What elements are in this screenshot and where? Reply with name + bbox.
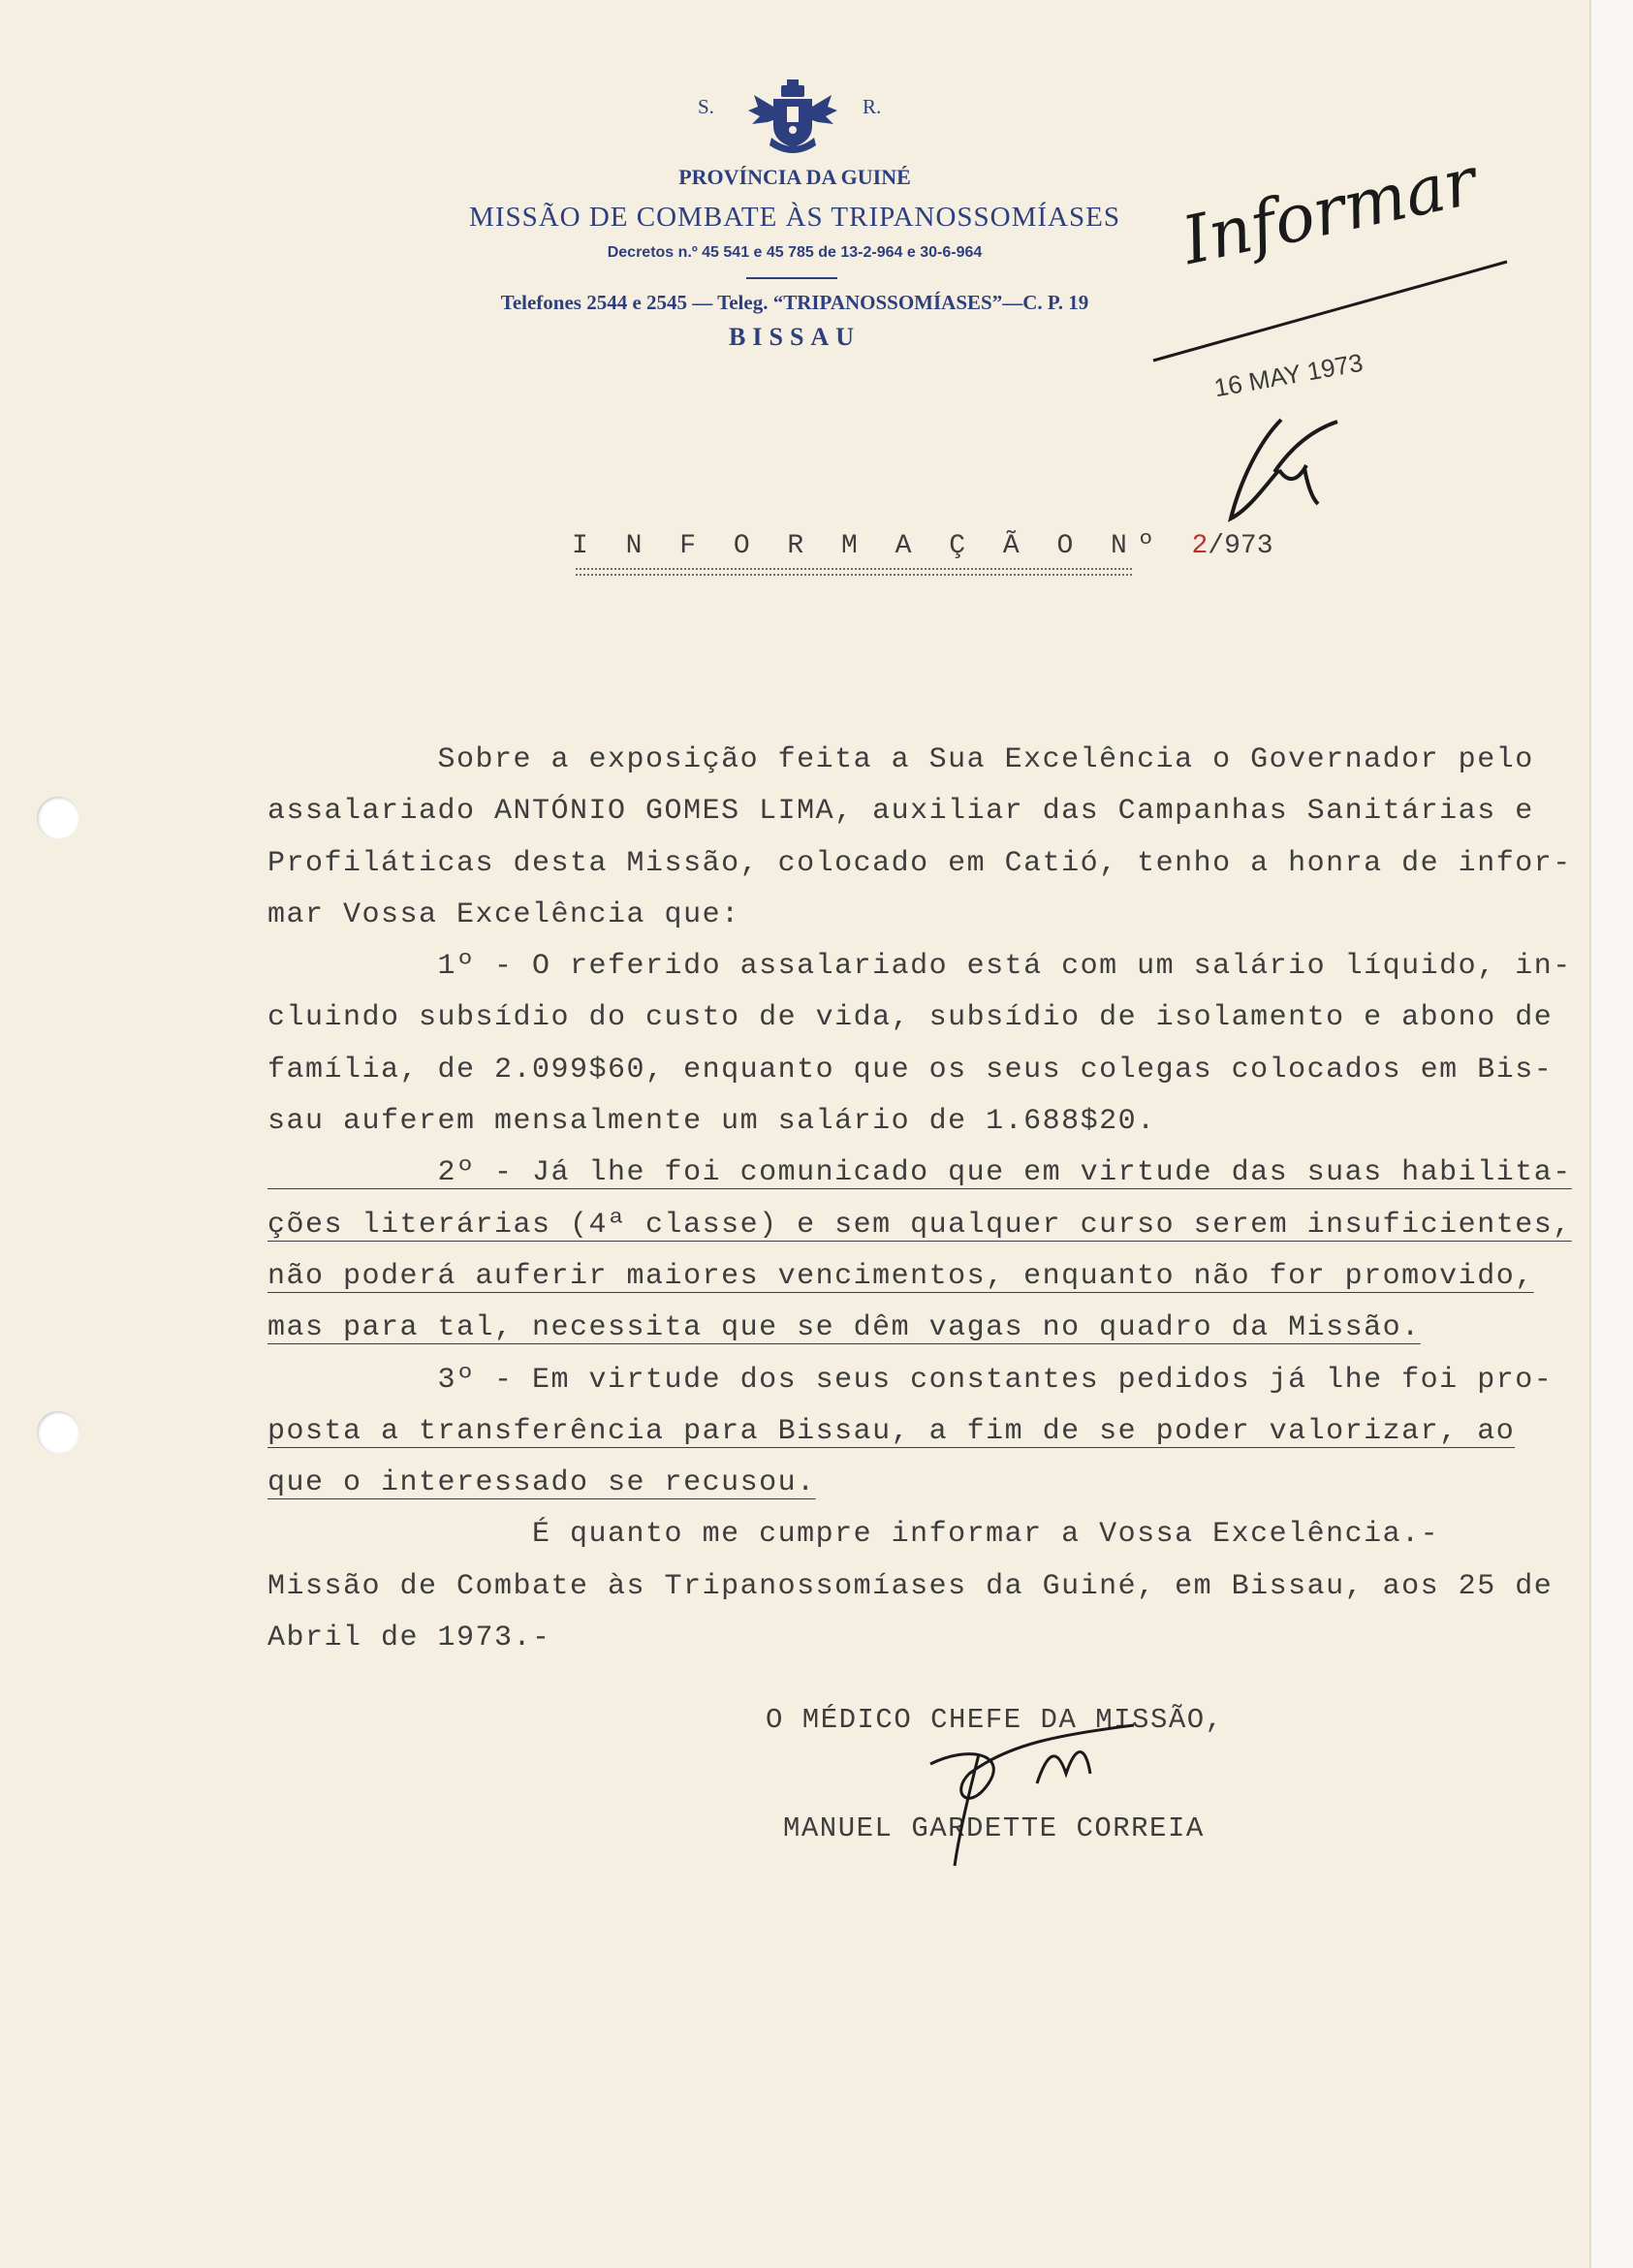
body-line: Profiláticas desta Missão, colocado em Catió, tenho a honra de infor- [267,846,1572,880]
body-line-underlined: não poderá auferir maiores vencimentos, enquanto não for promovido, [267,1259,1534,1293]
body-line-underlined: mas para tal, necessita que se dêm vagas no quadro da Missão. [267,1311,1421,1345]
contact-line: Telefones 2544 e 2545 — Teleg. “TRIPANOSSOMÍASES”—C. P. 19 [500,291,1089,314]
body-line: 3º - Em virtude dos seus constantes pedidos já lhe foi pro- [267,1363,1554,1397]
body-line-underlined: ções literárias (4ª classe) e sem qualquer curso serem insuficientes, [267,1208,1572,1242]
decrees-line: Decretos n.º 45 541 e 45 785 de 13-2-964 e 30-6-964 [607,244,983,261]
letterhead-r: R. [863,95,882,118]
scan-backdrop [1591,0,1633,2268]
letterhead-divider [746,277,837,279]
body-line: mar Vossa Excelência que: [267,898,740,931]
body-line: É quanto me cumpre informar a Vossa Excelência.- [267,1518,1440,1552]
body-line: cluindo subsídio do custo de vida, subsídio de isolamento e abono de [267,1001,1554,1035]
body-line: Sobre a exposição feita a Sua Excelência o Governador pelo [267,743,1534,776]
signatory-title: O MÉDICO CHEFE DA MISSÃO, [766,1704,1224,1736]
handwritten-annotation: Informar [1176,142,1484,280]
province-name: PROVÍNCIA DA GUINÉ [678,165,911,189]
mission-name: MISSÃO DE COMBATE ÀS TRIPANOSSOMÍASES [469,202,1120,233]
city-name: BISSAU [729,323,861,351]
letterhead-s: S. [698,95,714,118]
body-line-underlined: posta a transferência para Bissau, a fim de se poder valorizar, ao [267,1414,1516,1448]
document-title [572,531,1273,561]
body-line: família, de 2.099$60, enquanto que os seus colegas colocados em Bis- [267,1053,1554,1087]
letter-body [267,735,1590,1664]
handwritten-signature [911,1686,1202,1880]
title-number: 2 [1191,531,1209,561]
signatory-name: MANUEL GARDETTE CORREIA [783,1812,1205,1844]
date-stamp: 16 MAY 1973 [1211,347,1366,403]
title-suffix: /973 [1208,531,1273,561]
coat-of-arms-icon [744,78,841,153]
title-underline-2 [576,574,1132,576]
punch-hole-bottom [37,1411,79,1454]
body-line-underlined: que o interessado se recusou. [267,1466,816,1500]
title-prefix: I N F O R M A Ç Ã O Nº [572,531,1192,561]
punch-hole-top [37,797,79,839]
body-line: sau auferem mensalmente um salário de 1.688$20. [267,1105,1156,1139]
body-line-underlined: 2º - Já lhe foi comunicado que em virtude das suas habilita- [267,1156,1572,1190]
body-line: assalariado ANTÓNIO GOMES LIMA, auxiliar das Campanhas Sanitárias e [267,795,1534,829]
initials-signature [1221,412,1357,538]
body-line: Missão de Combate às Tripanossomíases da Guiné, em Bissau, aos 25 de [267,1569,1554,1603]
body-line: 1º - O referido assalariado está com um salário líquido, in- [267,950,1572,984]
body-line: Abril de 1973.- [267,1622,551,1655]
title-underline-1 [576,568,1132,570]
